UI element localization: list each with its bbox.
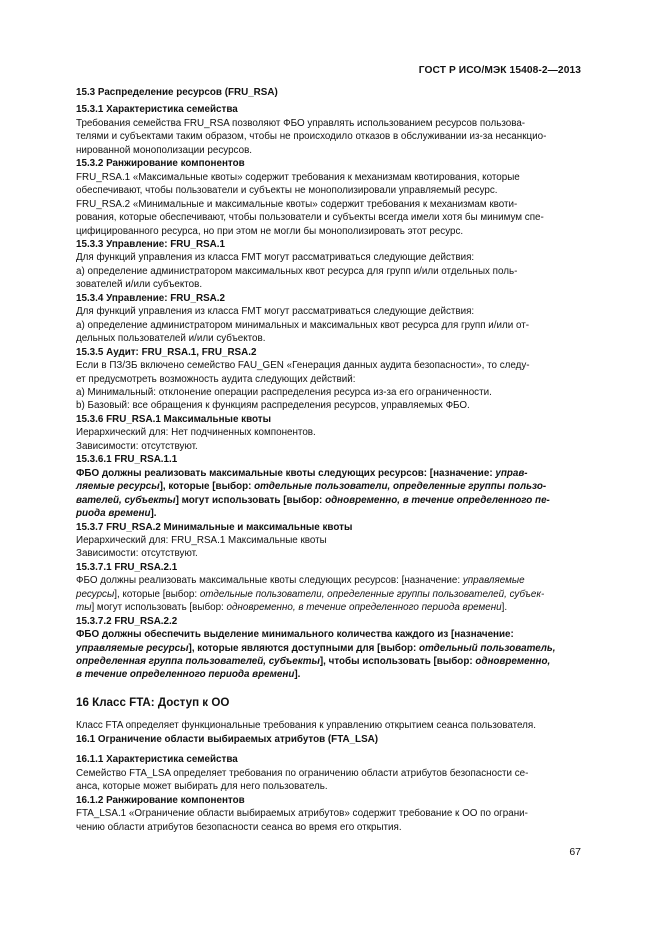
- section-heading: 15.3.7 FRU_RSA.2 Минимальные и максимальные квоты: [76, 521, 353, 533]
- text-line: а) определение администратором максимальных квот ресурса для групп и/или отдельных поль-: [76, 265, 518, 277]
- text-run: ], которые [выбор:: [159, 481, 255, 493]
- rich-text-line: [76, 574, 583, 587]
- text-run: ], которые [выбор:: [114, 588, 200, 600]
- text-line: нированной монополизации ресурсов.: [76, 144, 253, 156]
- section-15-3-7-2: [76, 615, 583, 628]
- element-fru-rsa-1-1: [76, 467, 583, 521]
- section-16-1-2-text: [76, 807, 583, 834]
- text-run: отдельный пользователь,: [419, 642, 556, 654]
- text-line: чению области атрибутов безопасности сеанса во время его открытия.: [76, 821, 402, 833]
- text-run: ФБО должны реализовать максимальные квоты следующих ресурсов: [назначение:: [76, 467, 496, 479]
- page-number: 67: [569, 846, 581, 858]
- text-line: Семейство FTA_LSA определяет требования по ограничению области атрибутов безопасности се-: [76, 767, 529, 779]
- text-run: управ-: [495, 467, 528, 479]
- rich-text-line: [76, 668, 583, 681]
- section-15-3-part-1: [76, 86, 583, 467]
- rich-text-line: [76, 494, 583, 507]
- text-run: вателей, субъекты: [76, 494, 176, 506]
- rich-text-line: [76, 480, 583, 493]
- section-heading: 15.3.6 FRU_RSA.1 Максимальные квоты: [76, 413, 271, 425]
- text-run: одновременно, в течение определенного периода времени: [226, 602, 502, 614]
- page-content: [76, 86, 583, 834]
- section-heading: 15.3.5 Аудит: FRU_RSA.1, FRU_RSA.2: [76, 346, 257, 358]
- text-run: ] могут использовать [выбор:: [175, 494, 326, 506]
- text-line: Для функций управления из класса FMT могут рассматриваться следующие действия:: [76, 252, 475, 264]
- text-run: ты: [76, 602, 92, 614]
- text-run: ресурсы: [76, 588, 115, 600]
- section-16-1-heading: 16.1 Ограничение области выбираемых атрибутов (FTA_LSA): [76, 733, 379, 745]
- section-16-title: 16 Класс FTA: Доступ к ОО: [76, 695, 230, 709]
- text-run: ].: [150, 508, 157, 520]
- text-line: анса, которые может выбирать для него пользователь.: [76, 781, 328, 793]
- section-heading: 15.3.1 Характеристика семейства: [76, 104, 238, 116]
- rich-text-line: [76, 655, 583, 668]
- text-line: Требования семейства FRU_RSA позволяют ФБО управлять использованием ресурсов пользова-: [76, 117, 526, 129]
- text-line: Зависимости: отсутствуют.: [76, 548, 198, 560]
- section-heading: 15.3.7.2 FRU_RSA.2.2: [76, 615, 178, 627]
- text-line: цифицированного ресурса, но при этом не могли бы монополизировать этот ресурс.: [76, 225, 464, 237]
- text-line: FTA_LSA.1 «Ограничение области выбираемых атрибутов» содержит требование к ОО по ограни-: [76, 808, 528, 820]
- text-run: ляемые ресурсы: [76, 481, 160, 493]
- text-line: ет предусмотреть возможность аудита следующих действий:: [76, 373, 356, 385]
- section-heading: 15.3.7.1 FRU_RSA.2.1: [76, 561, 178, 573]
- rich-text-line: [76, 601, 583, 614]
- section-heading: 15.3.2 Ранжирование компонентов: [76, 158, 245, 170]
- rich-text-line: [76, 642, 583, 655]
- text-run: ] могут использовать [выбор:: [91, 602, 227, 614]
- text-line: а) Минимальный: отклонение операции распределения ресурса из-за его ограниченности.: [76, 386, 492, 398]
- text-line: Зависимости: отсутствуют.: [76, 440, 198, 452]
- section-16-1-1-text: [76, 767, 583, 794]
- text-line: рования, которые обеспечивают, чтобы пользователи и субъекты всегда имели хотя бы минимум спе-: [76, 212, 544, 224]
- page-header: ГОСТ Р ИСО/МЭК 15408-2—2013: [418, 65, 581, 76]
- rich-text-line: [76, 507, 583, 520]
- section-16-1-1-heading: 16.1.1 Характеристика семейства: [76, 754, 238, 766]
- text-run: управляемые: [462, 575, 525, 587]
- text-run: риода времени: [76, 508, 151, 520]
- text-line: зователей и/или субъектов.: [76, 279, 203, 291]
- text-run: ФБО должны обеспечить выделение минимального количества каждого из [назначение:: [76, 629, 514, 641]
- text-run: ФБО должны реализовать максимальные квоты следующих ресурсов: [назначение:: [76, 575, 463, 587]
- rich-text-line: [76, 467, 583, 480]
- text-line: Для функций управления из класса FMT могут рассматриваться следующие действия:: [76, 306, 475, 318]
- text-run: отдельные пользователи, определенные группы пользователей, субъек-: [199, 588, 545, 600]
- text-run: определенная группа пользователей, субъекты: [76, 656, 320, 668]
- text-run: одновременно, в течение определенного пе-: [325, 494, 550, 506]
- text-run: одновременно,: [475, 656, 551, 668]
- rich-text-line: [76, 588, 583, 601]
- section-heading: 15.3.3 Управление: FRU_RSA.1: [76, 238, 225, 250]
- text-run: в течение определенного периода времени: [76, 669, 295, 681]
- rich-text-line: [76, 628, 583, 641]
- element-fru-rsa-2-2: [76, 628, 583, 682]
- text-line: FRU_RSA.1 «Максимальные квоты» содержит требования к механизмам квотирования, которые: [76, 171, 520, 183]
- text-run: отдельные пользователи, определенные группы пользо-: [254, 481, 547, 493]
- text-line: дельных пользователей и/или субъектов.: [76, 333, 266, 345]
- section-heading: 15.3.4 Управление: FRU_RSA.2: [76, 292, 225, 304]
- text-line: b) Базовый: все обращения к функциям распределения ресурсов, управляемых ФБО.: [76, 400, 470, 412]
- section-15-3-7: [76, 521, 583, 575]
- text-line: обеспечивают, чтобы пользователи и субъекты не монополизировали управляемый ресурс.: [76, 185, 498, 197]
- element-fru-rsa-2-1: [76, 574, 583, 614]
- text-line: Если в ПЗ/ЗБ включено семейство FAU_GEN «Генерация данных аудита безопасности», то следу-: [76, 360, 530, 372]
- text-line: телями и субъектами таким образом, чтобы не происходило отказов в обслуживании из-за несанкцио-: [76, 131, 547, 143]
- text-run: ].: [501, 602, 508, 614]
- section-16-1-2-heading: 16.1.2 Ранжирование компонентов: [76, 794, 245, 806]
- text-run: ], чтобы использовать [выбор:: [319, 656, 476, 668]
- section-heading: 15.3.6.1 FRU_RSA.1.1: [76, 454, 178, 466]
- text-run: управляемые ресурсы: [76, 642, 189, 654]
- text-line: Иерархический для: FRU_RSA.1 Максимальные квоты: [76, 534, 327, 546]
- text-run: ], которые являются доступными для [выбор:: [188, 642, 420, 654]
- section-16-intro: Класс FTA определяет функциональные требования к управлению открытием сеанса пользователя.: [76, 720, 536, 732]
- text-run: ].: [294, 669, 301, 681]
- text-line: FRU_RSA.2 «Минимальные и максимальные квоты» содержит требования к механизмам квоти-: [76, 198, 518, 210]
- text-line: а) определение администратором минимальных и максимальных квот ресурса для групп и/или от-: [76, 319, 530, 331]
- text-line: Иерархический для: Нет подчиненных компонентов.: [76, 427, 316, 439]
- section-heading: 15.3 Распределение ресурсов (FRU_RSA): [76, 87, 278, 98]
